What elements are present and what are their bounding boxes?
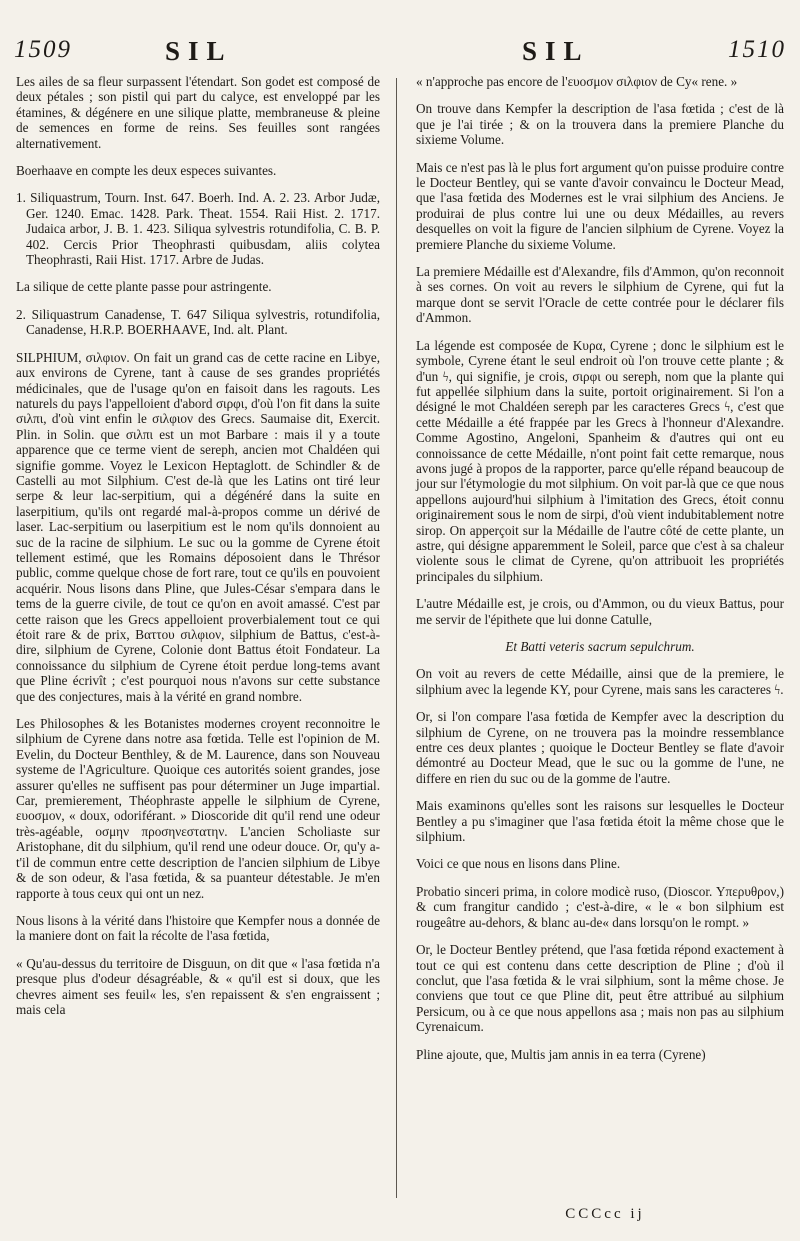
paragraph: La légende est composée de Κυρα, Cyrene ; donc le silphium est le symbole, Cyrene étant le seul endroit où l'on trouve cette plante ; & d'un ϟ, qui signifie, je crois, σιρφι ou sereph, nom que la plante qui fut appellée silphium dans la suite, portoit originairement. Si l'on a désigné le mot Chaldéen sereph par les caracteres Grecs ϟ, c'est que cette Médaille a été frappée par les Grecs à l'honneur d'Alexandre. Comme Agostino, Angeloni, Spanheim & d'autres qui ont eu connoissance de cette Médaille, n'ont point fait cette remarque, nous avons jugé à propos de la rapporter, parce qu'elle répand beaucoup de jour sur l'étymologie du mot silphium. On voit par-là que ce que nous appellons aujourd'hui silphium à l'imitation des Grecs, étoit connu originairement sous le nom de sirpi, d'où vient indubitablement notre sirop. On apperçoit sur la Médaille de l'autre côté de cette plante, un astre, qui désigne apparemment le Soleil, parce que c'est à sa chaleur violente sous le climat de Cyrene, qu'on attribuoit les propriétés principales du silphium. bbox=[416, 337, 784, 584]
paragraph: Or, le Docteur Bentley prétend, que l'asa fœtida répond exactement à tout ce qui est contenu dans cette description de Pline ; d'où il conclut, que l'asa fœtida & le vrai silphium, sont la même chose. Je conviens que tout ce que Pline dit, peut être attribué au silphium Persicum, ou à ce que nous appellons asa ; mais non pas au silphium Cyrenaicum. bbox=[416, 942, 784, 1035]
paragraph: Boerhaave en compte les deux especes suivantes. bbox=[16, 163, 277, 179]
paragraph: On voit au revers de cette Médaille, ainsi que de la premiere, le silphium avec la legende ΚΥ, pour Cyrene, mais sans les caracteres ϟ. bbox=[416, 666, 784, 697]
right-column bbox=[416, 74, 784, 1066]
signature-mark: CCCcc ij bbox=[565, 1206, 645, 1222]
page-number-left: 1509 bbox=[14, 36, 72, 63]
paragraph: Nous lisons à la vérité dans l'histoire que Kempfer nous a donnée de la maniere dont on fait la récolte de l'asa fœtida, bbox=[16, 912, 380, 944]
paragraph: Les Philosophes & les Botanistes modernes croyent reconnoitre le silphium de Cyrene dans notre asa fœtida. Telle est l'opinion de M. Evelin, du Docteur Benthley, & de M. Laurence, dans son Nouveau systeme de l'Agriculture. Quoique ces autorités soient grandes, jose assurer qu'elles ne suffisent pas pour déterminer un Juge impartial. Car, premierement, Théophraste appelle le silphium de Cyrene, ευοσμον, « doux, odoriférant. » Dioscoride dit qu'il rend une odeur très-agéable, οσμην προσηνεστατην. L'ancien Scholiaste sur Aristophane, dit du silphium, qu'il rend une odeur douce. Or, qu'y a-t'il de commun entre cette description de l'ancien silphium de Libye & de son odeur, & l'asa fœtida, & sa puanteur détestable. Je m'en rapporte à tous ceux qui ont un nez. bbox=[16, 716, 380, 901]
paragraph: Pline ajoute, que, Multis jam annis in ea terra (Cyrene) bbox=[416, 1046, 706, 1062]
paragraph: Mais examinons qu'elles sont les raisons sur lesquelles le Docteur Bentley a pu s'imaginer que l'asa fœtida étoit la même chose que le silphium. bbox=[416, 798, 784, 845]
paragraph: On trouve dans Kempfer la description de l'asa fœtida ; c'est de là que je l'ai tirée ; & on la trouvera dans la premiere Planche du sixieme Volume. bbox=[416, 101, 784, 148]
paragraph: Or, si l'on compare l'asa fœtida de Kempfer avec la description du silphium de Cyrene, on ne trouvera pas la moindre ressemblance entre ces deux plantes ; quoique le Docteur Bentley se flate d'avoir démontré au Docteur Mead, que le suc ou la gomme de l'une, ne differe en rien du suc ou de la gomme de l'autre. bbox=[416, 709, 784, 786]
paragraph: Les ailes de sa fleur surpassent l'étendart. Son godet est composé de deux pétales ; son pistil qui part du calyce, est enveloppé par les étamines, & dégénere en une silique platte, membraneuse & pleine de semences en forme de reins. Ses feuilles sont rangées alternativement. bbox=[16, 74, 380, 151]
running-title-right: SIL bbox=[522, 36, 590, 66]
verse-quote: Et Batti veteris sacrum sepulchrum. bbox=[505, 639, 695, 654]
running-title-left: SIL bbox=[165, 36, 233, 66]
latin-quote: Probatio sinceri prima, in colore modicè ruso, (Dioscor. Υπερυθρον,) & cum frangitur candido ; c'est-à-dire, « le « bon silphium est rougeâtre au-dehors, & blanc au-de« dans lorsqu'on le rompt. » bbox=[416, 883, 784, 930]
running-header bbox=[10, 36, 790, 76]
quotation: « Qu'au-dessus du territoire de Disguun, on dit que « l'asa fœtida n'a presque plus d'odeur désagréable, & « qu'il est si doux, que les chevres aiment ses feuil« les, s'en repaissent & s'en engraissent ; mais cela bbox=[16, 955, 380, 1017]
paragraph: Mais ce n'est pas là le plus fort argument qu'on puisse produire contre le Docteur Bentley, qui se vante d'avoir convaincu le Docteur Mead, que l'asa fœtida des Modernes est le vrai silphium des Anciens. Je produirai de plus contre lui une ou deux Médailles, au revers desquelles on voit la figure de l'ancien silphium de Cyrene. Voyez la premiere Planche du sixieme Volume. bbox=[416, 159, 784, 252]
quotation: « n'approche pas encore de l'ευοσμον σιλφιον de Cy« rene. » bbox=[416, 74, 738, 89]
page-number-right: 1510 bbox=[728, 36, 786, 63]
paragraph: L'autre Médaille est, je crois, ou d'Ammon, ou du vieux Battus, pour me servir de l'épithete que lui donne Catulle, bbox=[416, 596, 784, 627]
paragraph: Voici ce que nous en lisons dans Pline. bbox=[416, 856, 621, 872]
species-entry: 1. Siliquastrum, Tourn. Inst. 647. Boerh. Ind. A. 2. 23. Arbor Judæ, Ger. 1240. Emac. 1428. Park. Theat. 1554. Raii Hist. 2. 1717. Judaica arbor, J. B. 1. 423. Siliqua sylvestris rotundifolia, C. B. P. 402. Cercis Prior Theophrasti quibusdam, aliis colytea Theophrasti, Raii Hist. 1717. Arbre de Judas. bbox=[16, 190, 380, 268]
species-entry: 2. Siliquastrum Canadense, T. 647 Siliqua sylvestris, rotundifolia, Canadense, H.R.P. BOERHAAVE, Ind. alt. Plant. bbox=[16, 306, 380, 338]
article-silphium: SILPHIUM, σιλφιον. On fait un grand cas de cette racine en Libye, aux environs de Cyrene, tant à cause de ses grandes propriétés médicinales, que de l'usage qu'on en faisoit dans les ragouts. Les naturels du pays l'appelloient d'abord σιρφι, d'où l'on fit dans la suite σιλπι, d'où vint enfin le σιλφιον des Grecs. Saumaise dit, Exercit. Plin. in Solin. que σιλπι est un mot Barbare : mais il y a toute apparence que ce terme vient de sereph, ancien mot Chaldéen qui signifie gomme. Voyez le Lexicon Heptaglott. de Schindler & de Castelli au mot Silphium. C'est de-là que les Latins ont tiré leur serpe & leur lac-serpitium, qui a dégénéré dans la suite en laserpitium, qu'ils ont regardé mal-à-propos comme un dérivé de laser. Lac-serpitium ou laserpitium est le nom qu'ils donnoient au suc de la racine de silphium. Le suc ou la gomme de Cyrene étoit tellement estimé, que les Romains déposoient dans le Thrésor public, comme quelque chose de fort rare, tout ce qu'ils en pouvoient acquérir. Nous lisons dans Pline, que Jules-César s'empara dans le tems de la guerre civile, de tout ce qu'on en avoit amassé. C'est par cette raison que les Grecs appelloient proverbialement tout ce qui étoit rare & de prix, Βαττου σιλφιον, silphium de Battus, c'est-à-dire, silphium de Cyrene, Colonie dont Battus étoit Fondateur. La connoissance du silphium de Cyrene étoit perdue long-tems avant que Pline écrivît ; c'est pourquoi nous n'avons sur cette substance que des conjectures, mais à la vérité en grand nombre. bbox=[16, 349, 380, 704]
paragraph: La premiere Médaille est d'Alexandre, fils d'Ammon, qu'on reconnoit à ses cornes. On voit au revers le silphium de Cyrene, qui fut la marque dont se servit l'Oracle de cette contrée pour le déclarer fils d'Ammon. bbox=[416, 264, 784, 326]
left-column bbox=[16, 74, 380, 1021]
paragraph: La silique de cette plante passe pour astringente. bbox=[16, 279, 272, 295]
column-rule bbox=[396, 78, 397, 1198]
